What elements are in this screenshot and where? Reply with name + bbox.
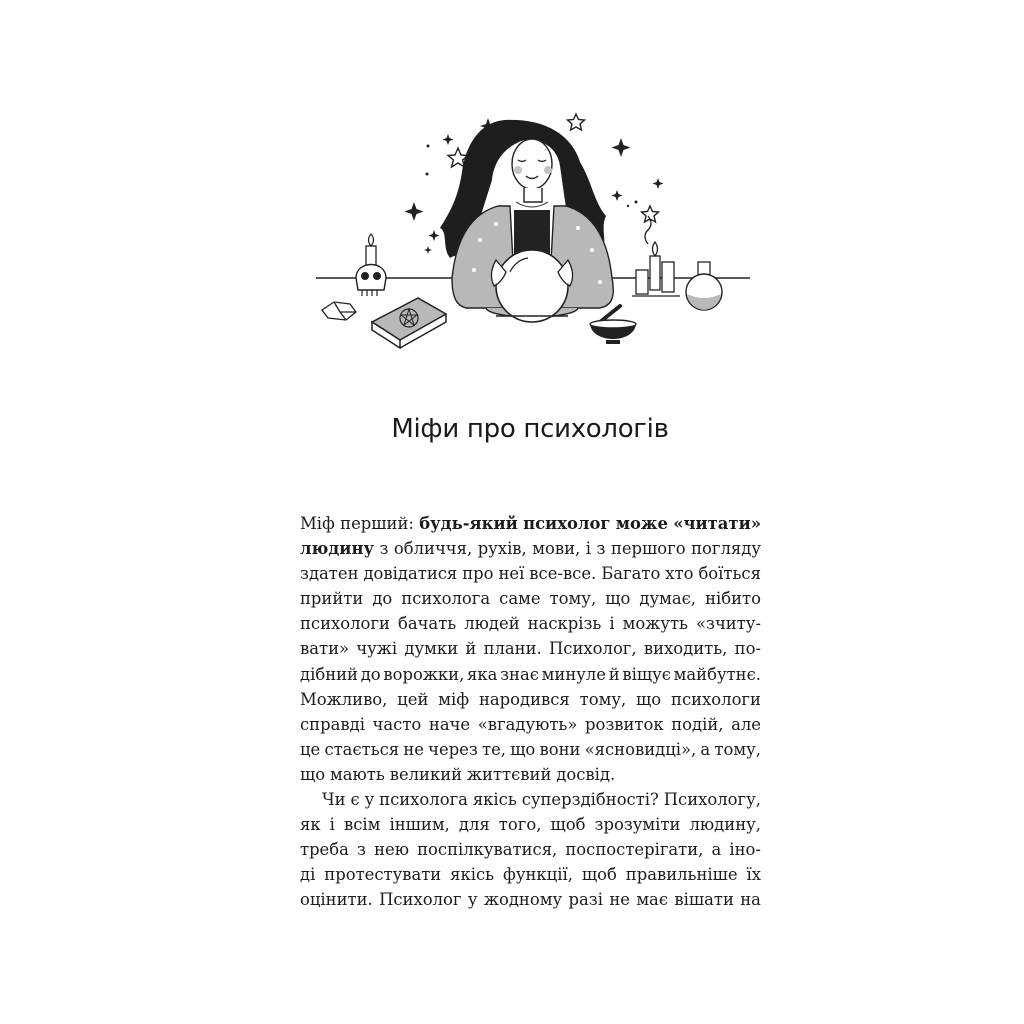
word: виходить,	[643, 639, 728, 659]
word: що	[636, 689, 662, 709]
word: неї	[498, 564, 525, 584]
word: може	[615, 514, 668, 533]
word: суперздібності?	[521, 790, 659, 810]
word: по-	[734, 639, 761, 659]
word: людину,	[689, 815, 761, 835]
word: майбутнє.	[673, 664, 761, 684]
word: Чи	[322, 790, 346, 810]
word: віщує	[622, 664, 671, 684]
word: щоб	[581, 865, 617, 885]
word: іншим,	[389, 815, 450, 835]
word: ді	[300, 865, 316, 885]
word: нібито	[705, 589, 761, 609]
word: «читати»	[673, 514, 761, 533]
word: хто	[665, 564, 694, 584]
word: психолога	[401, 589, 491, 609]
word: подій,	[671, 714, 724, 734]
word: Можливо,	[300, 689, 388, 709]
word: великий	[389, 764, 463, 784]
word: народився	[478, 689, 570, 709]
word: зрозуміти	[594, 815, 681, 835]
text-line	[300, 762, 761, 787]
word: на	[740, 890, 761, 910]
potion-bottle-icon	[686, 262, 722, 310]
section-heading: Міфи про психологів	[391, 414, 669, 444]
word: того,	[498, 815, 542, 835]
word: через	[428, 739, 478, 759]
word: має	[636, 890, 669, 910]
woman-face	[512, 139, 552, 189]
word: і	[585, 539, 591, 559]
word: а	[700, 739, 711, 759]
word: треба	[300, 840, 349, 860]
word: «ясновидці»,	[584, 739, 697, 759]
word: обличчя,	[393, 539, 473, 559]
spell-book-icon	[372, 298, 446, 348]
word: дібний	[300, 664, 358, 684]
word: довідатися	[363, 564, 458, 584]
word: що	[510, 739, 536, 759]
word: психологи	[300, 614, 390, 634]
word: саме	[499, 589, 541, 609]
text-line	[300, 887, 761, 912]
word: тому,	[579, 689, 627, 709]
word: з	[357, 840, 366, 860]
skull-candle-icon	[356, 234, 386, 296]
word: наче	[428, 714, 471, 734]
word: Психологу,	[663, 790, 761, 810]
word: це	[300, 739, 321, 759]
text-line	[300, 586, 761, 611]
word: можуть	[622, 614, 688, 634]
word: часто	[372, 714, 422, 734]
word: до	[360, 664, 381, 684]
word: тому,	[549, 589, 597, 609]
word: першого	[610, 539, 686, 559]
word: функції,	[503, 865, 573, 885]
word: знає	[500, 664, 539, 684]
fortune-teller-illustration	[310, 110, 760, 360]
word: погляду	[691, 539, 761, 559]
word: ворожки,	[383, 664, 465, 684]
word: протестувати	[324, 865, 442, 885]
word: жодному	[483, 890, 563, 910]
word: що	[300, 764, 326, 784]
word: Психолог,	[549, 639, 637, 659]
word: людей	[464, 614, 520, 634]
word: здатен	[300, 564, 359, 584]
word: те,	[482, 739, 506, 759]
word: розвиток	[584, 714, 664, 734]
word: людину	[300, 539, 374, 559]
word: будь-який	[419, 514, 518, 533]
word: міф	[438, 689, 470, 709]
word: щоб	[550, 815, 586, 835]
word: «вгадують»	[477, 714, 578, 734]
word: мають	[330, 764, 385, 784]
word: досвід.	[556, 764, 616, 784]
text-line	[300, 611, 761, 636]
text-line	[300, 536, 761, 561]
text-line	[300, 662, 761, 687]
word: іно-	[729, 840, 761, 860]
word: справді	[300, 714, 365, 734]
word: думає,	[639, 589, 697, 609]
word: поспілкуватися,	[417, 840, 558, 860]
word: плани.	[483, 639, 542, 659]
word: нею	[374, 840, 409, 860]
text-line	[300, 812, 761, 837]
word: є	[350, 790, 360, 810]
word: з	[596, 539, 606, 559]
word: все-все.	[529, 564, 597, 584]
word: а	[711, 840, 722, 860]
word: Міф	[300, 514, 335, 533]
word: у	[364, 790, 375, 810]
word: для	[458, 815, 490, 835]
word: поспостерігати,	[565, 840, 704, 860]
word: цей	[397, 689, 429, 709]
word: психолог	[523, 514, 611, 533]
word: перший:	[340, 514, 414, 533]
word: боїться	[698, 564, 761, 584]
word: яка	[467, 664, 498, 684]
word: до	[372, 589, 393, 609]
text-line	[300, 511, 761, 536]
word: вішати	[674, 890, 734, 910]
word: Психолог	[379, 890, 462, 910]
word: як	[300, 815, 321, 835]
text-line	[300, 636, 761, 661]
text-line	[300, 862, 761, 887]
text-line	[300, 687, 761, 712]
word: якісь	[472, 790, 517, 810]
word: і	[329, 815, 335, 835]
word: бачать	[397, 614, 457, 634]
word: й	[608, 664, 620, 684]
word: не	[403, 739, 424, 759]
mortar-pestle-icon	[590, 306, 636, 344]
word: про	[462, 564, 494, 584]
word: але	[731, 714, 761, 734]
word: психологи	[671, 689, 761, 709]
word: чужі	[356, 639, 398, 659]
word: рухів,	[477, 539, 527, 559]
word: мови,	[532, 539, 581, 559]
word: якісь	[450, 865, 495, 885]
word: їх	[746, 865, 761, 885]
candles-icon	[632, 216, 680, 296]
word: психолога	[379, 790, 468, 810]
word: Багато	[601, 564, 661, 584]
word: тому,	[714, 739, 761, 759]
word: і	[609, 614, 615, 634]
word: життєвий	[466, 764, 552, 784]
word: прийти	[300, 589, 364, 609]
body-text	[300, 511, 761, 913]
word: у	[467, 890, 478, 910]
text-line	[300, 737, 761, 762]
word: оцінити.	[300, 890, 373, 910]
crystals-icon	[322, 302, 356, 320]
word: наскрізь	[527, 614, 602, 634]
word: з	[379, 539, 389, 559]
text-line	[300, 837, 761, 862]
text-line	[300, 712, 761, 737]
word: всім	[344, 815, 381, 835]
word: стається	[324, 739, 400, 759]
crystal-ball-icon	[496, 250, 568, 322]
word: вони	[539, 739, 581, 759]
word: разі	[568, 890, 603, 910]
word: правильніше	[625, 865, 738, 885]
paragraph	[300, 511, 761, 787]
word: вати»	[300, 639, 350, 659]
word: «зчиту-	[696, 614, 761, 634]
word: не	[609, 890, 630, 910]
text-line	[300, 561, 761, 586]
word: минуле	[541, 664, 607, 684]
word: думки	[404, 639, 459, 659]
word: й	[465, 639, 477, 659]
word: що	[605, 589, 631, 609]
text-line	[300, 787, 761, 812]
paragraph	[300, 787, 761, 912]
